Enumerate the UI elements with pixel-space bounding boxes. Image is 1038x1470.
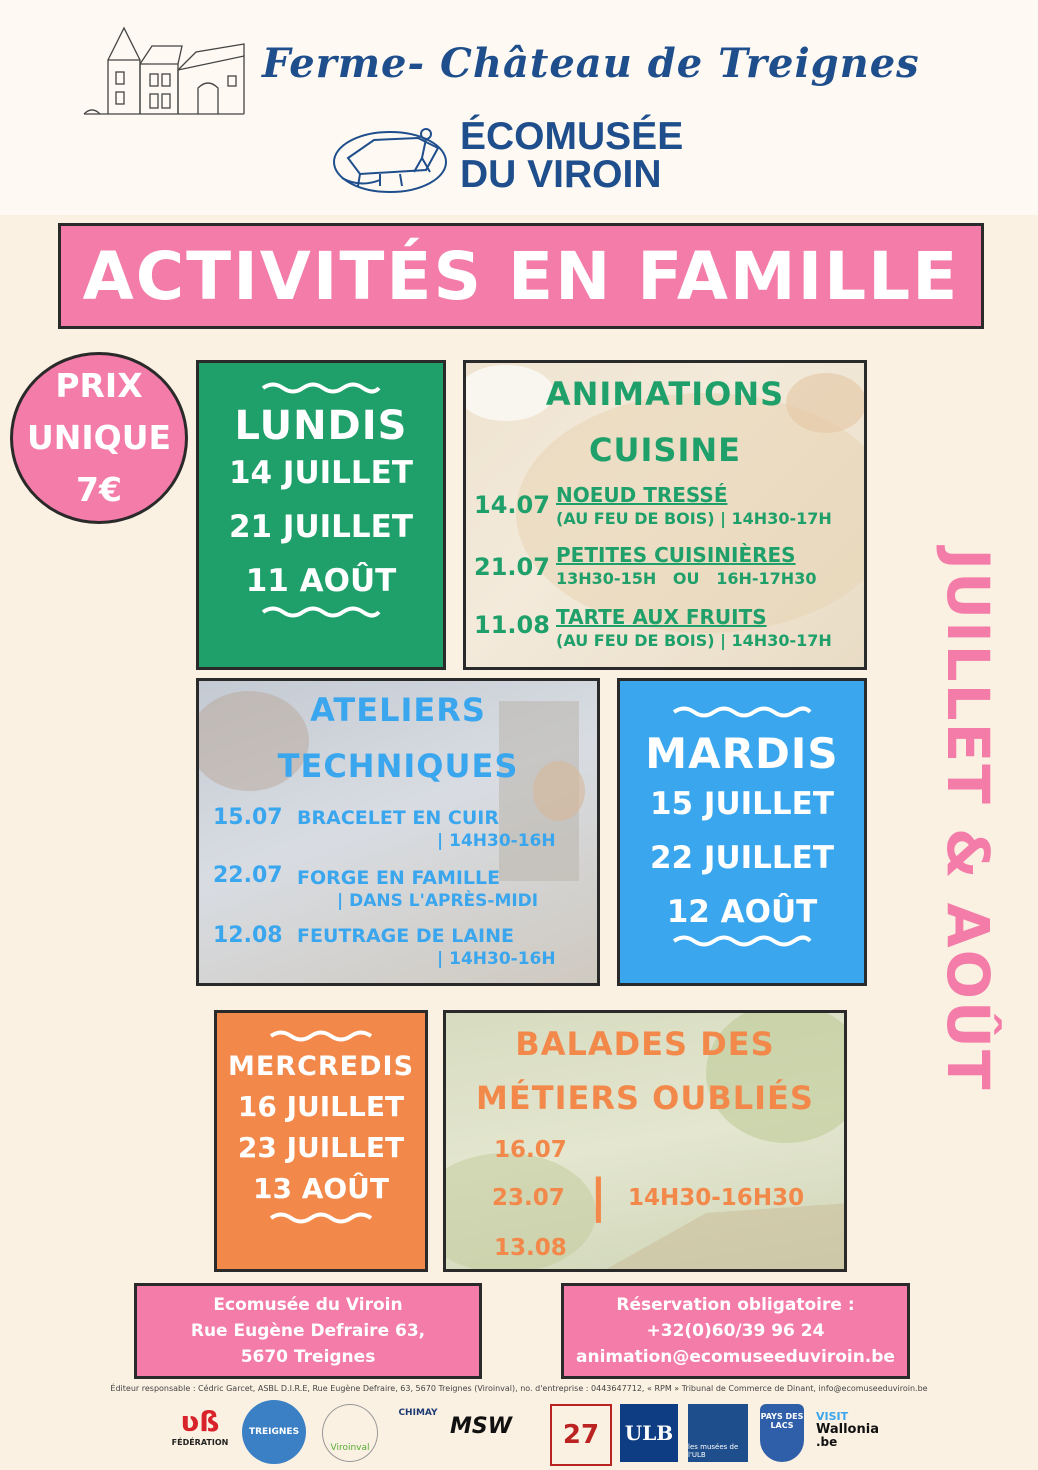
walk-date: 16.07 bbox=[494, 1137, 567, 1163]
cuisine-title: ANIMATIONS bbox=[545, 375, 785, 413]
side-label-text: JUILLET & AOÛT bbox=[934, 548, 1002, 1092]
walk-date: 13.08 bbox=[494, 1235, 567, 1261]
musees-ulb-logo: les musées de l'ULB bbox=[688, 1404, 748, 1462]
event-detail: 13H30-15H OU 16H-17H30 bbox=[556, 569, 817, 588]
price-value: 7€ bbox=[76, 470, 122, 509]
article27-logo: 27 bbox=[550, 1404, 612, 1466]
mardis-date: 22 JUILLET bbox=[649, 840, 834, 876]
price-badge bbox=[10, 352, 188, 524]
walk-time: 14H30-16H30 bbox=[628, 1185, 805, 1211]
pays-des-lacs-logo: PAYS DES LACS bbox=[760, 1404, 804, 1462]
cuisine-panel bbox=[463, 360, 867, 670]
viroinval-logo: Viroinval bbox=[322, 1404, 378, 1462]
treignes-logo: TREIGNES bbox=[242, 1400, 306, 1464]
chimay-logo: CHIMAY bbox=[398, 1408, 438, 1418]
walk-separator: | bbox=[590, 1169, 607, 1223]
event-name: NOEUD TRESSÉ bbox=[556, 483, 728, 507]
mardis-date: 12 AOÛT bbox=[666, 894, 818, 930]
walk-date: 23.07 bbox=[492, 1185, 565, 1211]
wave-icon bbox=[672, 934, 812, 948]
mercredis-date: 23 JUILLET bbox=[237, 1131, 405, 1164]
ecomusee-logo-icon bbox=[330, 118, 456, 196]
lundis-box bbox=[196, 360, 446, 670]
lundis-date: 21 JUILLET bbox=[228, 509, 413, 545]
reservation-label: Réservation obligatoire : bbox=[616, 1295, 855, 1315]
event-date: 11.08 bbox=[474, 611, 550, 639]
event-date: 12.08 bbox=[213, 923, 283, 948]
editor-note: Éditeur responsable : Cédric Garcet, ASBL D.I.R.E, Rue Eugène Defraire, 63, 5670 Treignes (Viroinval), no. d'entreprise : 0443647712, « RPM » Tribunal de Commerce de Dinant, info@ecomuseeduviroin.be bbox=[110, 1384, 928, 1393]
event-name: FEUTRAGE DE LAINE bbox=[297, 925, 514, 947]
event-date: 22.07 bbox=[213, 863, 283, 888]
address-line: 5670 Treignes bbox=[240, 1347, 376, 1367]
address-line: Rue Eugène Defraire 63, bbox=[190, 1321, 426, 1341]
museum-name-line1: ÉCOMUSÉE bbox=[460, 115, 684, 158]
price-line1: PRIX bbox=[55, 366, 143, 405]
mercredis-title: MERCREDIS bbox=[227, 1051, 415, 1082]
balades-panel bbox=[443, 1010, 847, 1272]
ateliers-title: TECHNIQUES bbox=[277, 747, 519, 785]
msw-logo: MSW bbox=[450, 1414, 513, 1439]
banner-title: ACTIVITÉS EN FAMILLE bbox=[82, 237, 960, 315]
address-line: Ecomusée du Viroin bbox=[213, 1295, 403, 1315]
ateliers-title: ATELIERS bbox=[310, 691, 486, 729]
address-box bbox=[134, 1283, 482, 1379]
event-name: FORGE EN FAMILLE bbox=[297, 867, 501, 889]
price-line2: UNIQUE bbox=[26, 418, 172, 457]
event-date: 15.07 bbox=[213, 805, 283, 830]
event-name: TARTE AUX FRUITS bbox=[556, 605, 767, 629]
summer-side-label bbox=[928, 520, 1008, 1120]
mardis-date: 15 JUILLET bbox=[649, 786, 834, 822]
event-detail: (AU FEU DE BOIS) | 14H30-17H bbox=[556, 631, 832, 650]
federation-logo: ʋß FÉDÉRATION bbox=[171, 1405, 229, 1447]
phone-number[interactable]: +32(0)60/39 96 24 bbox=[646, 1321, 825, 1341]
mercredis-date: 13 AOÛT bbox=[252, 1172, 390, 1205]
balades-title: MÉTIERS OUBLIÉS bbox=[476, 1079, 814, 1117]
cuisine-title: CUISINE bbox=[589, 431, 741, 469]
castle-drawing bbox=[78, 22, 250, 122]
event-detail: | 14H30-16H bbox=[437, 949, 556, 969]
museum-name-line2: DU VIROIN bbox=[460, 153, 662, 196]
wave-icon bbox=[269, 1211, 373, 1225]
event-name: PETITES CUISINIÈRES bbox=[556, 543, 796, 567]
lundis-date: 14 JUILLET bbox=[228, 455, 413, 491]
event-detail: | DANS L'APRÈS-MIDI bbox=[337, 891, 539, 911]
mercredis-box bbox=[214, 1010, 428, 1272]
mardis-box bbox=[617, 678, 867, 986]
mercredis-date: 16 JUILLET bbox=[237, 1090, 405, 1123]
email-link[interactable]: animation@ecomuseeduviroin.be bbox=[576, 1347, 895, 1367]
event-detail: (AU FEU DE BOIS) | 14H30-17H bbox=[556, 509, 832, 528]
ulb-logo: ULB bbox=[620, 1404, 678, 1462]
venue-title: Ferme- Château de Treignes bbox=[262, 40, 920, 87]
mardis-title: MARDIS bbox=[645, 729, 839, 778]
wave-icon bbox=[269, 1029, 373, 1043]
activities-banner bbox=[58, 223, 984, 329]
partner-logos bbox=[170, 1400, 970, 1466]
ateliers-panel bbox=[196, 678, 600, 986]
wave-icon bbox=[672, 705, 812, 719]
wave-icon bbox=[261, 605, 381, 619]
visit-wallonia-logo: VISIT Wallonia .be bbox=[816, 1410, 879, 1449]
wave-icon bbox=[261, 381, 381, 395]
event-name: BRACELET EN CUIR bbox=[297, 807, 499, 829]
event-date: 21.07 bbox=[474, 553, 550, 581]
event-date: 14.07 bbox=[474, 491, 550, 519]
balades-title: BALADES DES bbox=[515, 1025, 775, 1063]
lundis-title: LUNDIS bbox=[234, 403, 408, 449]
event-detail: | 14H30-16H bbox=[437, 831, 556, 851]
lundis-date: 11 AOÛT bbox=[245, 563, 397, 599]
reservation-box bbox=[561, 1283, 910, 1379]
